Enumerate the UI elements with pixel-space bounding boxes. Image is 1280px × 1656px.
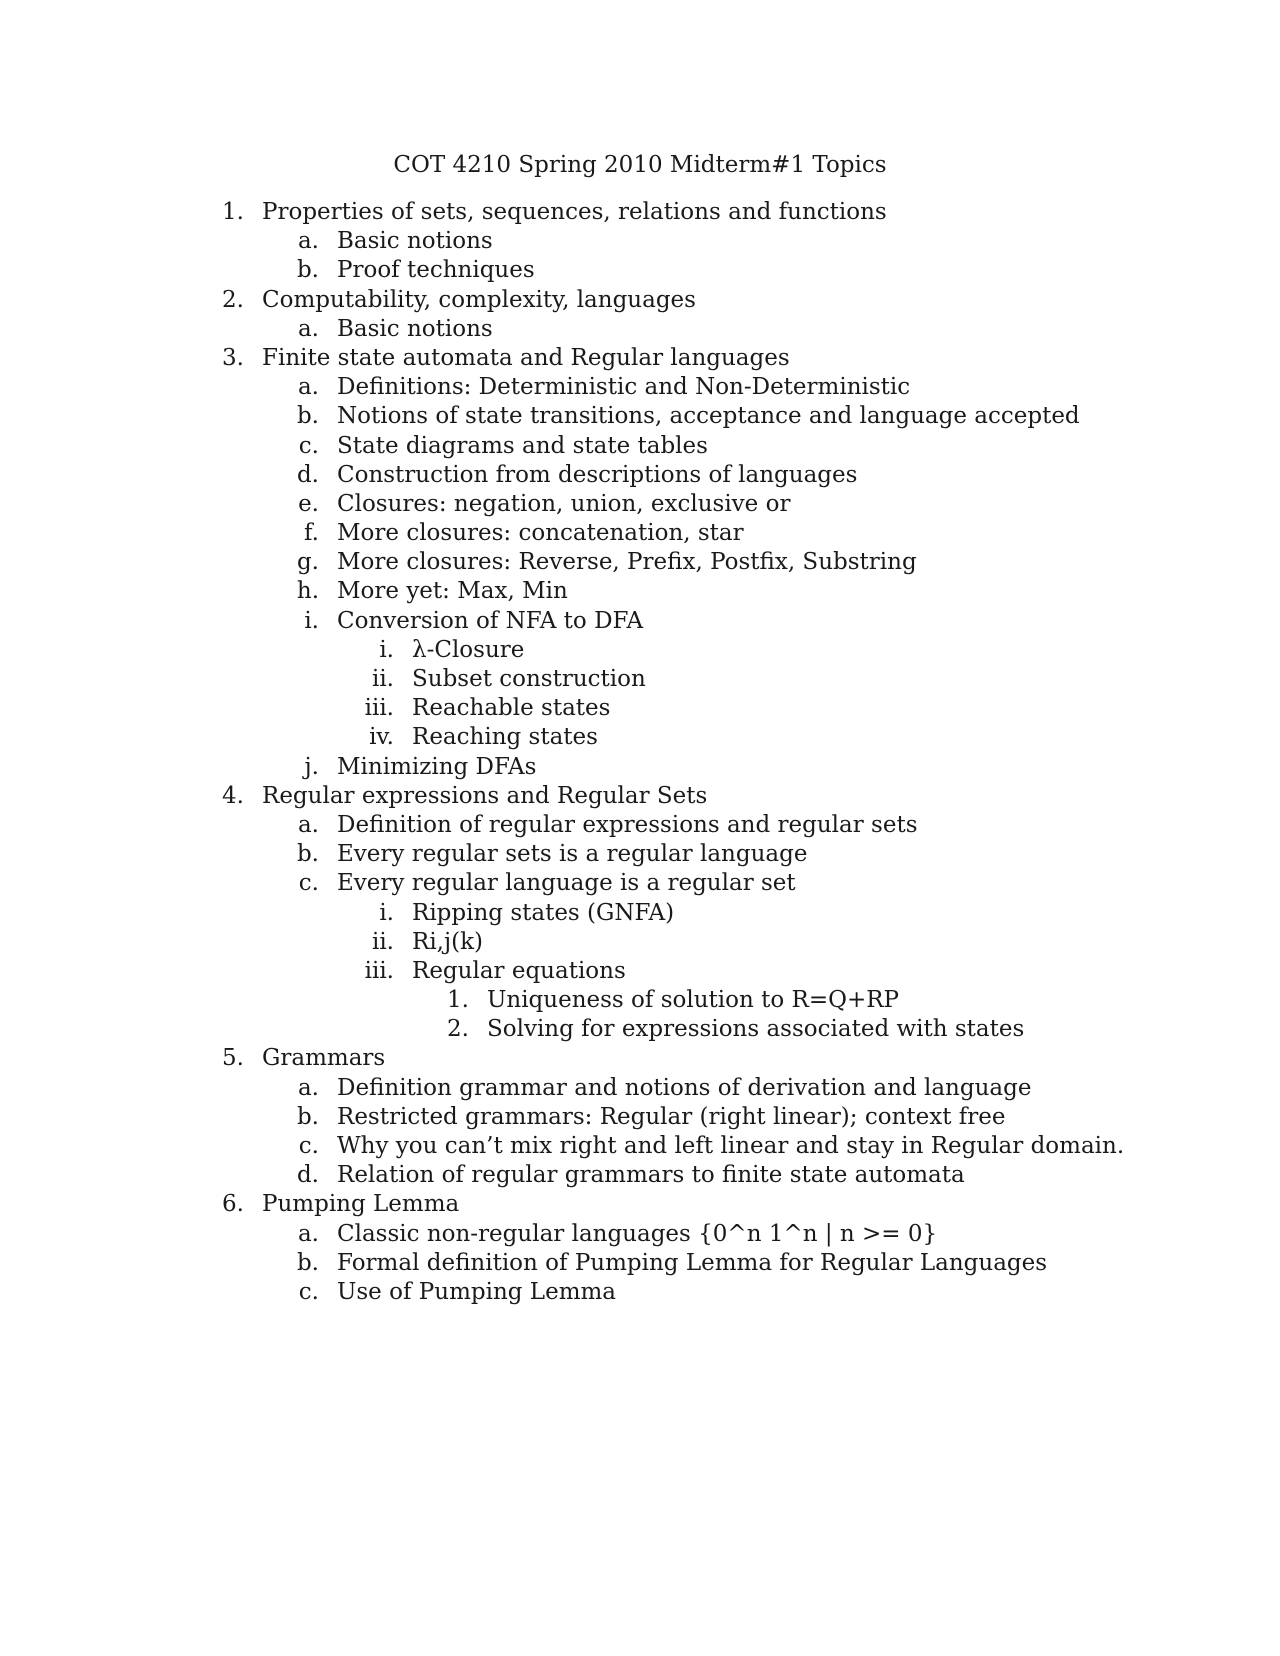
subtopic-marker: b. [296, 257, 319, 284]
subsubtopic-text: λ-Closure [412, 636, 525, 663]
subtopic-item [0, 840, 1280, 869]
subtopic-item [0, 577, 1280, 606]
subtopic-marker: d. [296, 461, 319, 488]
topic-item [0, 1190, 1280, 1219]
subtopic-item [0, 402, 1280, 431]
subtopic-item [0, 1220, 1280, 1249]
subtopic-item [0, 753, 1280, 782]
subsubtopic-text: Ri,j(k) [412, 928, 483, 955]
subtopic-marker: c. [298, 870, 319, 897]
detail-item [0, 1015, 1280, 1044]
subtopic-marker: b. [296, 1103, 319, 1130]
detail-marker: 2. [447, 1016, 469, 1043]
subtopic-marker: d. [296, 1162, 319, 1189]
document-title: COT 4210 Spring 2010 Midterm#1 Topics [393, 152, 887, 178]
subtopic-text: Why you can’t mix right and left linear and stay in Regular domain. [337, 1133, 1125, 1159]
subtopic-item [0, 490, 1280, 519]
subtopic-text: Construction from descriptions of languages [337, 461, 858, 488]
subtopic-item [0, 548, 1280, 577]
detail-text: Solving for expressions associated with states [487, 1016, 1025, 1043]
subtopic-marker: b. [296, 403, 319, 430]
topic-item [0, 198, 1280, 227]
subsubtopic-text: Subset construction [412, 666, 646, 692]
subtopic-text: State diagrams and state tables [337, 432, 708, 459]
topic-text: Grammars [262, 1045, 386, 1072]
subtopic-text: Basic notions [337, 315, 493, 342]
subsubtopic-marker: iii. [364, 957, 394, 984]
subtopic-text: Definition of regular expressions and regular sets [337, 811, 918, 838]
subtopic-marker: g. [296, 549, 319, 576]
subtopic-marker: a. [297, 811, 319, 838]
topic-text: Regular expressions and Regular Sets [262, 782, 708, 809]
topic-marker: 5. [222, 1045, 244, 1072]
topic-item [0, 1044, 1280, 1073]
subsubtopic-item [0, 694, 1280, 723]
subtopic-text: More closures: Reverse, Prefix, Postfix, Substring [337, 549, 917, 576]
subtopic-marker: a. [297, 315, 319, 342]
subtopic-marker: j. [304, 753, 319, 780]
subtopic-item [0, 1249, 1280, 1278]
topics-outline [0, 198, 1280, 1307]
subtopic-text: More yet: Max, Min [337, 578, 568, 605]
subtopic-text: Conversion of NFA to DFA [337, 607, 644, 634]
subsubtopic-item [0, 636, 1280, 665]
subtopic-marker: f. [303, 520, 319, 547]
subtopic-text: Every regular sets is a regular language [337, 841, 808, 868]
subtopic-item [0, 315, 1280, 344]
subsubtopic-text: Regular equations [412, 957, 626, 984]
subtopic-item [0, 1132, 1280, 1161]
topic-text: Computability, complexity, languages [262, 286, 696, 313]
subtopic-item [0, 1103, 1280, 1132]
topic-item [0, 344, 1280, 373]
subsubtopic-marker: i. [379, 899, 394, 926]
subtopic-item [0, 607, 1280, 636]
topic-marker: 6. [222, 1191, 244, 1218]
subtopic-item [0, 519, 1280, 548]
subtopic-text: Formal definition of Pumping Lemma for Regular Languages [337, 1249, 1048, 1276]
detail-marker: 1. [447, 987, 469, 1014]
subtopic-text: Notions of state transitions, acceptance and language accepted [337, 403, 1080, 430]
subsubtopic-text: Reaching states [412, 724, 598, 751]
subtopic-text: Every regular language is a regular set [337, 870, 796, 897]
detail-item [0, 986, 1280, 1015]
subtopic-text: Definition grammar and notions of derivation and language [337, 1074, 1032, 1101]
subtopic-marker: a. [297, 374, 319, 401]
subtopic-item [0, 869, 1280, 898]
subsubtopic-marker: ii. [371, 928, 394, 955]
subtopic-text: Relation of regular grammars to finite state automata [337, 1162, 965, 1189]
subtopic-text: Minimizing DFAs [337, 753, 537, 780]
subtopic-item [0, 1278, 1280, 1307]
subtopic-text: Restricted grammars: Regular (right linear); context free [337, 1103, 1006, 1130]
subtopic-marker: c. [298, 432, 319, 459]
subtopic-marker: b. [296, 1249, 319, 1276]
subtopic-item [0, 811, 1280, 840]
topic-marker: 4. [222, 782, 244, 809]
subtopic-marker: a. [297, 228, 319, 255]
topic-marker: 3. [222, 344, 244, 371]
subsubtopic-item [0, 928, 1280, 957]
subtopic-marker: b. [296, 841, 319, 868]
subtopic-marker: a. [297, 1074, 319, 1101]
subsubtopic-item [0, 957, 1280, 986]
subtopic-item [0, 1074, 1280, 1103]
subtopic-text: More closures: concatenation, star [337, 520, 744, 547]
subsubtopic-text: Ripping states (GNFA) [412, 899, 675, 926]
subtopic-marker: c. [298, 1133, 319, 1159]
subtopic-text: Classic non-regular languages {0^n 1^n | n >= 0} [337, 1220, 938, 1247]
subtopic-marker: e. [298, 490, 319, 517]
subsubtopic-marker: iii. [364, 695, 394, 722]
subtopic-item [0, 1161, 1280, 1190]
subsubtopic-marker: i. [379, 636, 394, 663]
subsubtopic-item [0, 723, 1280, 752]
subtopic-text: Closures: negation, union, exclusive or [337, 490, 791, 517]
subtopic-item [0, 461, 1280, 490]
topic-text: Pumping Lemma [262, 1191, 460, 1218]
subtopic-item [0, 432, 1280, 461]
subtopic-text: Basic notions [337, 228, 493, 255]
subtopic-text: Proof techniques [337, 257, 535, 284]
subtopic-item [0, 373, 1280, 402]
subtopic-marker: i. [304, 607, 319, 634]
subtopic-marker: a. [297, 1220, 319, 1247]
subsubtopic-item [0, 665, 1280, 694]
topic-item [0, 782, 1280, 811]
subtopic-text: Definitions: Deterministic and Non-Deterministic [337, 374, 911, 401]
topic-text: Finite state automata and Regular languages [262, 344, 790, 371]
topic-item [0, 286, 1280, 315]
subsubtopic-marker: iv. [369, 724, 394, 751]
subtopic-marker: h. [296, 578, 319, 605]
subsubtopic-text: Reachable states [412, 695, 611, 722]
subtopic-item [0, 227, 1280, 256]
subsubtopic-item [0, 899, 1280, 928]
topic-marker: 2. [222, 286, 244, 313]
topic-text: Properties of sets, sequences, relations and functions [262, 199, 887, 225]
subsubtopic-marker: ii. [371, 666, 394, 692]
subtopic-marker: c. [298, 1278, 319, 1305]
topic-marker: 1. [222, 199, 244, 225]
detail-text: Uniqueness of solution to R=Q+RP [487, 987, 900, 1014]
subtopic-text: Use of Pumping Lemma [337, 1278, 617, 1305]
subtopic-item [0, 256, 1280, 285]
